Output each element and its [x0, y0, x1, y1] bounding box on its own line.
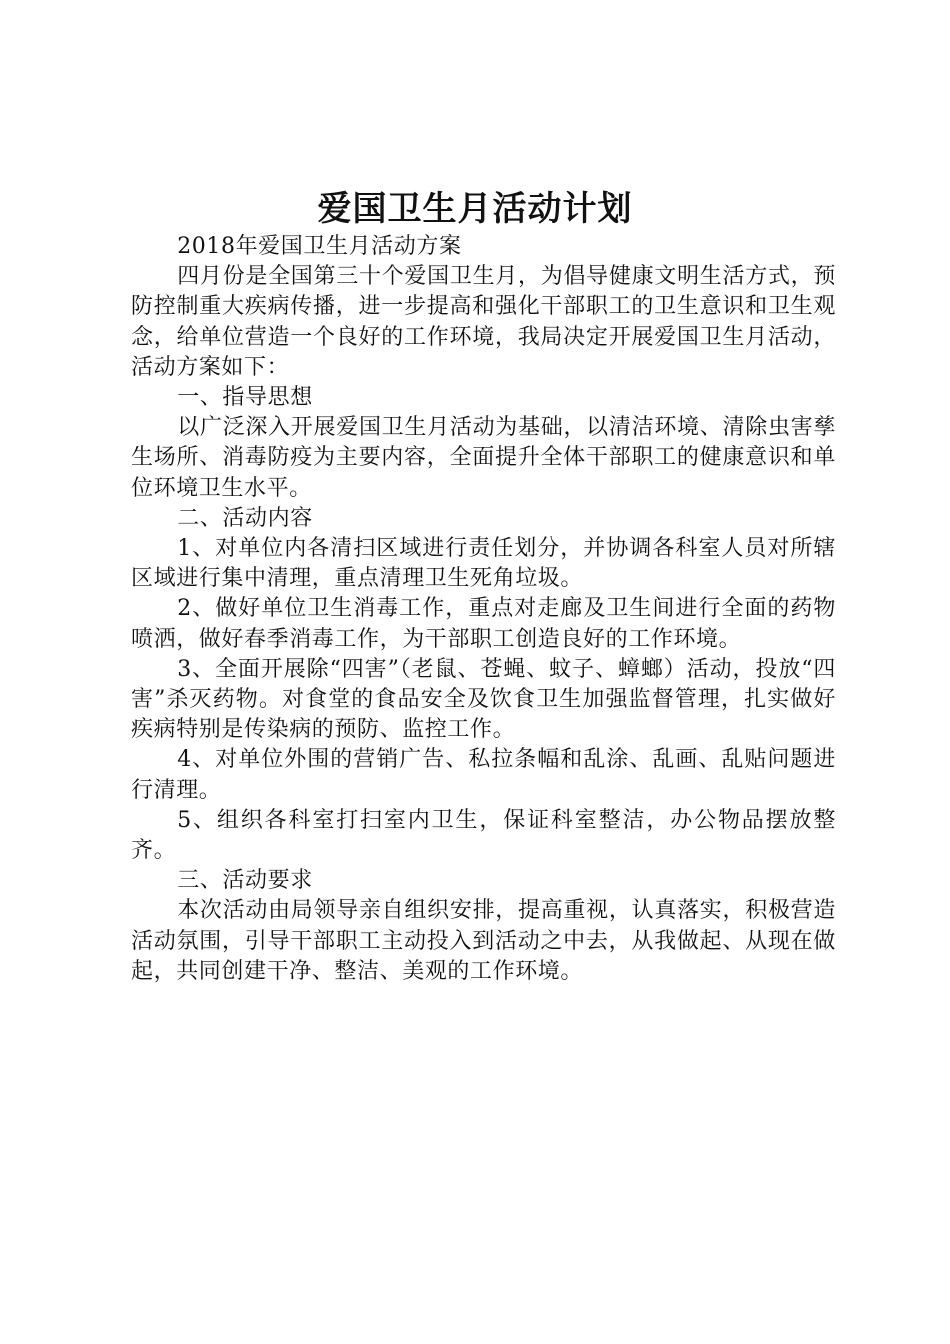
activity-item-4: 4、对单位外围的营销广告、私拉条幅和乱涂、乱画、乱贴问题进行清理。	[131, 747, 836, 803]
section-heading-activity-content: 二、活动内容	[177, 505, 313, 531]
section-heading-guiding-ideology: 一、指导思想	[177, 385, 313, 411]
activity-item-1: 1、对单位内各清扫区域进行责任划分，并协调各科室人员对所辖区域进行集中清理，重点清理卫生死角垃圾。	[131, 536, 836, 592]
document-body	[131, 232, 836, 987]
activity-item-2: 2、做好单位卫生消毒工作，重点对走廊及卫生间进行全面的药物喷洒，做好春季消毒工作，为干部职工创造良好的工作环境。	[131, 596, 836, 652]
guiding-ideology-paragraph: 以广泛深入开展爱国卫生月活动为基础，以清洁环境、清除虫害孳生场所、消毒防疫为主要内容，全面提升全体干部职工的健康意识和单位环境卫生水平。	[131, 415, 836, 501]
document-title: 爱国卫生月活动计划	[317, 189, 633, 229]
plan-subtitle: 2018年爱国卫生月活动方案	[177, 234, 462, 259]
section-heading-activity-requirements: 三、活动要求	[177, 868, 313, 894]
intro-paragraph: 四月份是全国第三十个爱国卫生月，为倡导健康文明生活方式，预防控制重大疾病传播，进一步提高和强化干部职工的卫生意识和卫生观念，给单位营造一个良好的工作环境，我局决定开展爱国卫生月活动，活动方案如下：	[131, 264, 836, 380]
activity-item-3: 3、全面开展除“四害”（老鼠、苍蝇、蚊子、蟑螂）活动，投放“四害”杀灭药物。对食堂的食品安全及饮食卫生加强监督管理，扎实做好疾病特别是传染病的预防、监控工作。	[131, 656, 836, 743]
requirements-paragraph: 本次活动由局领导亲自组织安排，提高重视，认真落实，积极营造活动氛围，引导干部职工主动投入到活动之中去，从我做起、从现在做起，共同创建干净、整洁、美观的工作环境。	[131, 898, 836, 984]
activity-item-5: 5、组织各科室打扫室内卫生，保证科室整洁，办公物品摆放整齐。	[131, 807, 836, 864]
